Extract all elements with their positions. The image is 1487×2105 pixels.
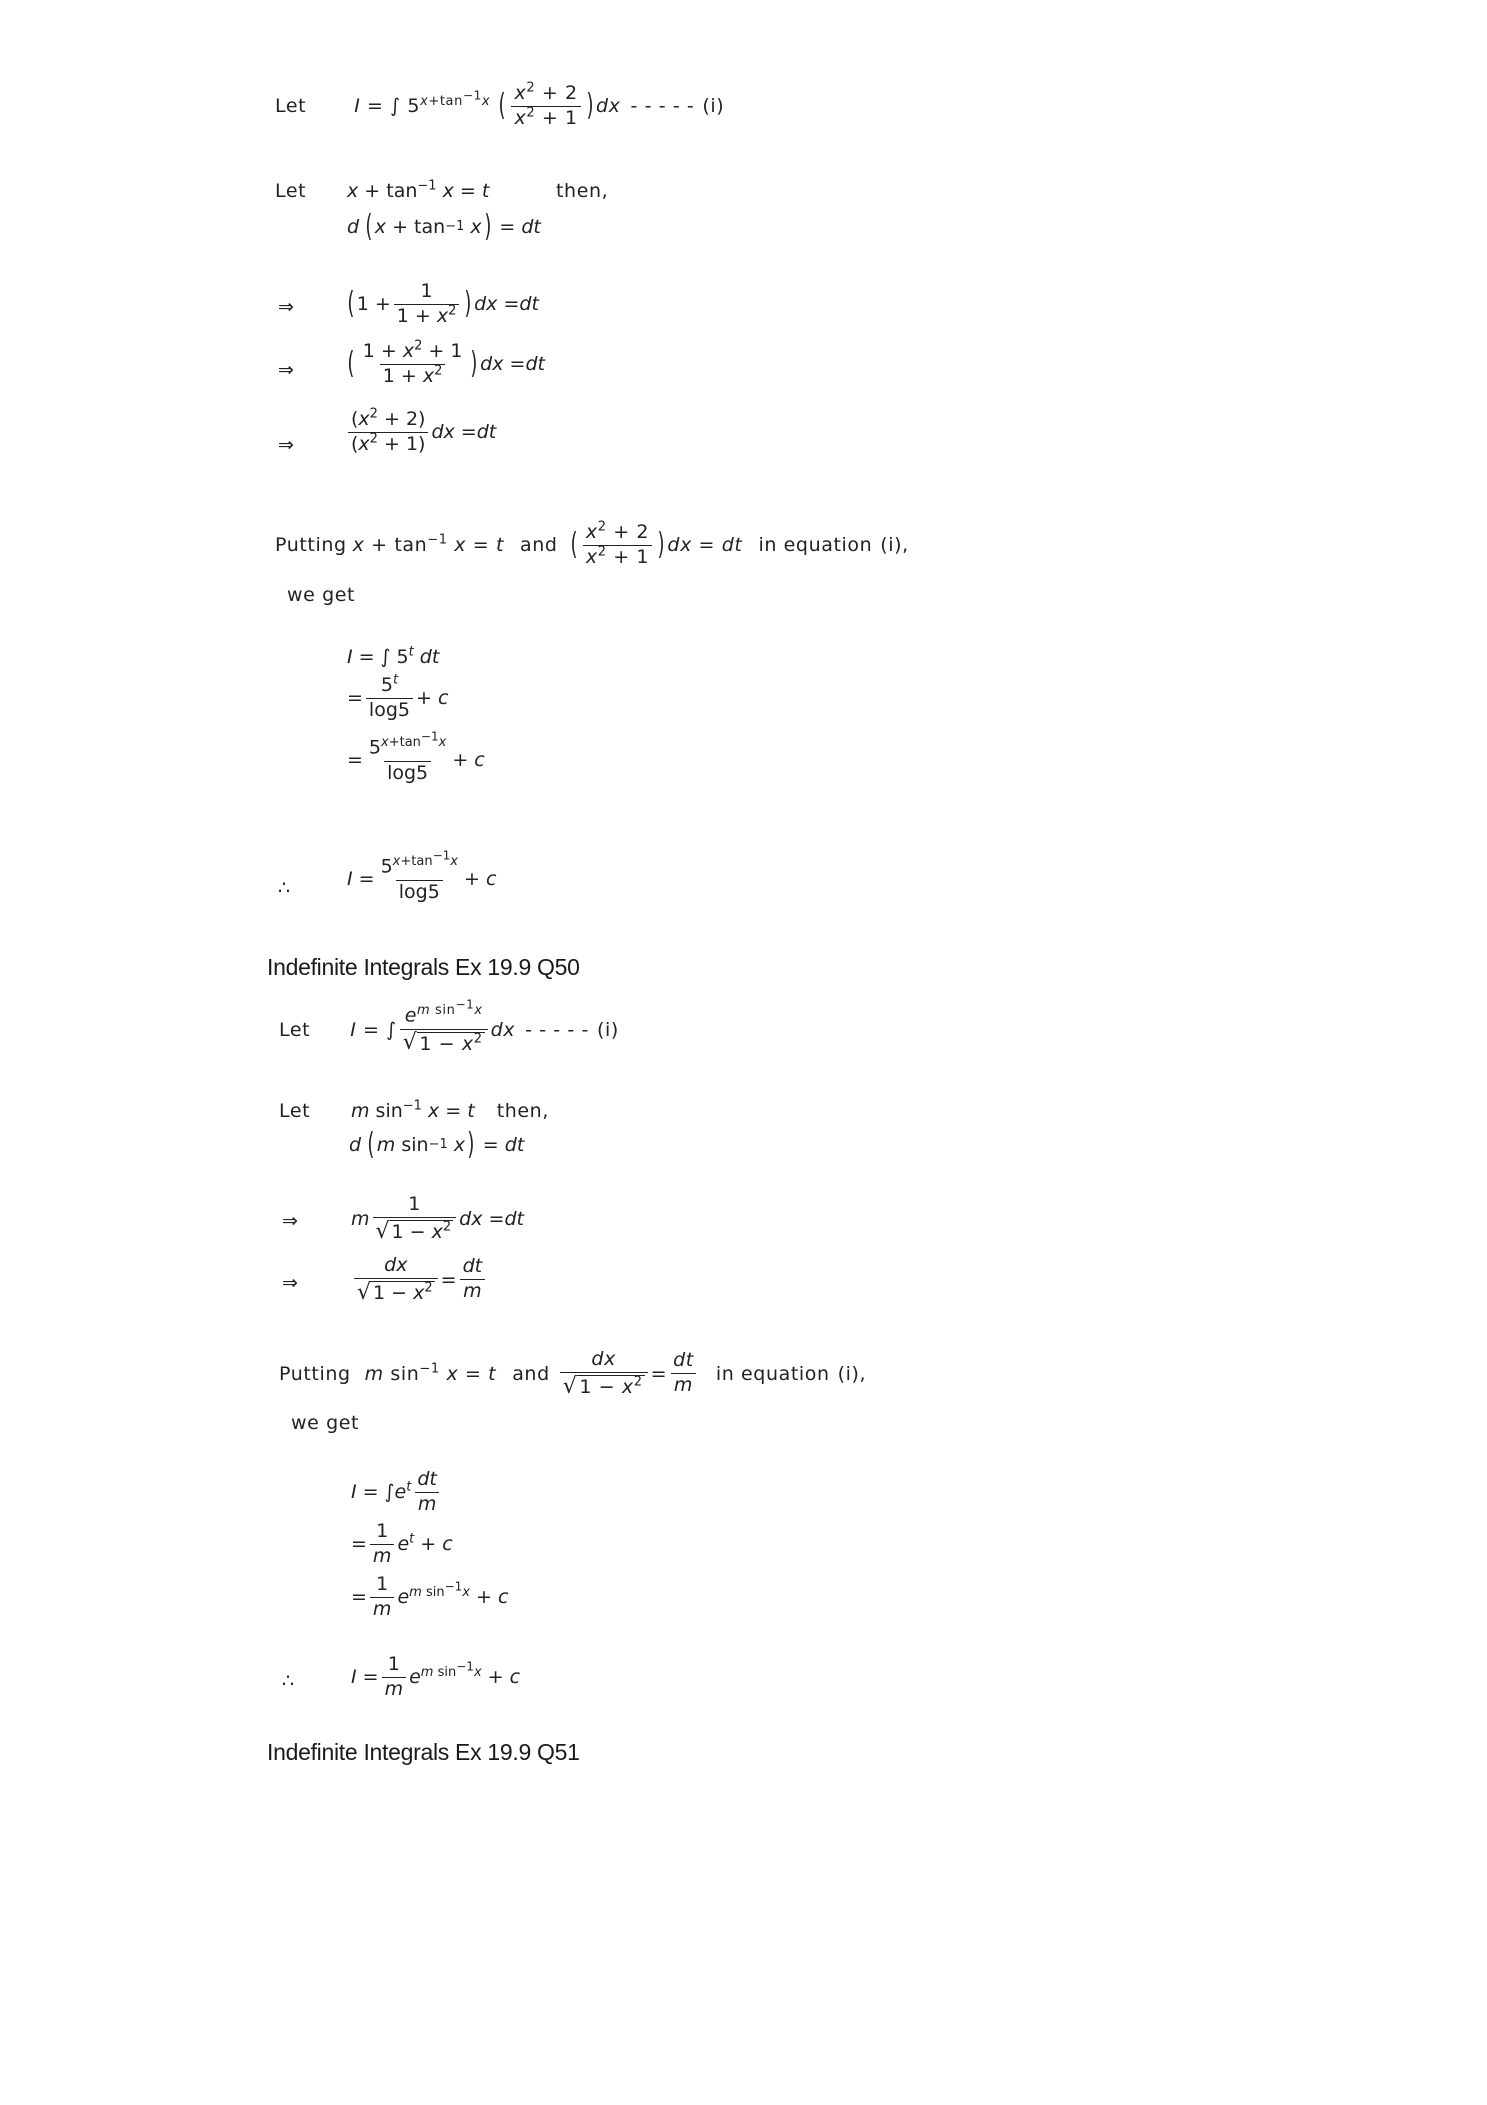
q50-let-line: Let I = ∫ $e^{m sin^{-1}x}$ √ $1 - x^2$ dx - - - - - (i): [279, 998, 619, 1056]
putting-line: Putting m $\sin^{-1} x = t$ and dx √ $1 - x^2$ = $\frac{dt}{m}$ in equation (i) ,: [279, 1348, 867, 1399]
integral-definition: I = ∫ $5^{x+tan^{-1}x}$: [354, 88, 491, 118]
step-2: dx √ $1 - x^2$ = $\frac{dt}{m}$: [351, 1256, 488, 1304]
in-equation-label: in equation: [715, 1362, 830, 1385]
and-label: and: [512, 1362, 550, 1385]
eq-ref: (i): [837, 1362, 860, 1385]
result-line-2: = $\frac{5^t}{\log 5}$ + c: [347, 672, 449, 721]
and-label: and: [520, 534, 558, 557]
in-equation-label: in equation: [758, 534, 873, 557]
eq-ref: (i): [702, 95, 725, 118]
then-label: then,: [496, 1100, 549, 1122]
step-1: m 1 √ $1 - x^2$ dx = dt: [351, 1193, 524, 1244]
differential-line: d ( x + tan −1 x ) = dt: [347, 209, 541, 244]
step-2: ( $\frac{1 + x^2 + 1}{1 + x^2}$ ) dx = dt: [347, 338, 545, 387]
let-label: Let: [275, 180, 307, 202]
therefore-symbol: ∴: [278, 877, 291, 899]
arrow: ⇒: [282, 1210, 299, 1232]
final-answer: I = $\frac{1}{m}$ $e^{m sin^{-1}x} + c$: [351, 1653, 521, 1700]
therefore-symbol: ∴: [282, 1670, 295, 1692]
result-line-3: = $\frac{1}{m}$ $e^{m sin^{-1}x} + c$: [351, 1573, 509, 1620]
substitution-expr: $x + \tan^{-1} x = t$: [347, 178, 490, 202]
arrow: ⇒: [278, 296, 295, 318]
heading-q50: Indefinite Integrals Ex 19.9 Q50: [267, 954, 580, 980]
putting-label: Putting: [279, 1362, 351, 1385]
eq-ref: (i): [596, 1018, 619, 1041]
heading-q51: Indefinite Integrals Ex 19.9 Q51: [267, 1739, 580, 1765]
final-answer: I = $\frac{5^{x+tan^{-1}x}}{\log 5}$ + c: [347, 849, 497, 903]
substitution-let: Let: [279, 1100, 311, 1122]
let-label: Let: [279, 1018, 311, 1041]
then-label: then,: [556, 180, 609, 202]
putting-line: Putting $x + \tan^{-1} x = t$ and ( $\frac{x^2 + 2}{x^2 + 1}$ ) dx = dt in equation (i) ,: [275, 519, 909, 568]
dashes: - - - - -: [630, 95, 695, 118]
arrow: ⇒: [278, 434, 295, 456]
dashes: - - - - -: [525, 1018, 589, 1041]
result-line-1: $I = \int e^t$ $\frac{dt}{m}$: [351, 1470, 443, 1515]
let-label: Let: [275, 95, 307, 118]
step-1: ( 1 + $\frac{1}{1 + x^2}$ ) dx = dt: [347, 280, 539, 327]
arrow: ⇒: [282, 1272, 299, 1294]
putting-label: Putting: [275, 534, 347, 557]
substitution-let: [275, 180, 306, 202]
differential-line: d ( m sin −1 x ) = dt: [349, 1127, 525, 1162]
eq-ref: (i): [880, 534, 903, 557]
substitution-expr: m $\sin^{-1} x = t$ then,: [351, 1098, 549, 1122]
result-line-1: I = ∫ 5$^t$ dt: [347, 644, 440, 668]
we-get-label: we get: [287, 584, 356, 606]
result-line-2: = $\frac{1}{m}$ $e^t + c$: [351, 1520, 453, 1567]
q49-let-line: Let I = ∫ $5^{x+tan^{-1}x}$ ( $\frac{x^2 + 2}{x^2 + 1}$ ) dx - - - - - (i): [275, 80, 725, 129]
fraction: $\frac{x^2 + 2}{x^2 + 1}$: [511, 84, 580, 129]
arrow: ⇒: [278, 359, 295, 381]
result-line-3: = $\frac{5^{x+tan^{-1}x}}{\log 5}$ + c: [347, 730, 485, 784]
we-get-label: we get: [291, 1412, 360, 1434]
step-3: $\frac{(x^2 + 2)}{(x^2 + 1)}$ dx = dt: [345, 410, 496, 455]
